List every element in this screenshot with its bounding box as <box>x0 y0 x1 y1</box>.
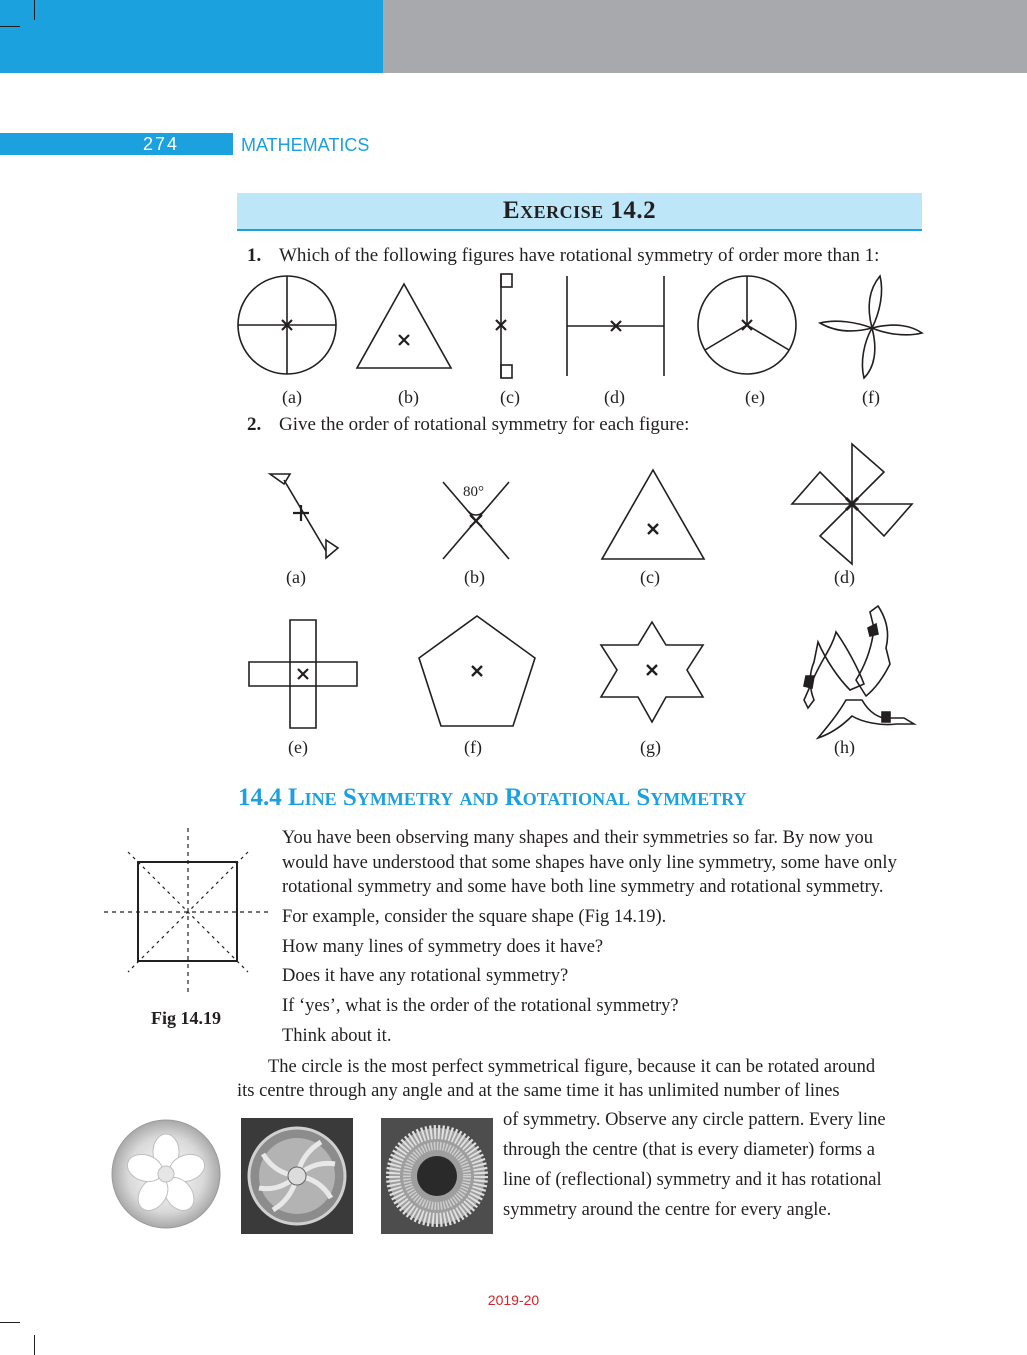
para1-line-3: rotational symmetry and some have both line symmetry and rotational symmetry. <box>282 877 884 897</box>
q1-label-e: (e) <box>745 387 765 407</box>
q2-fig-b-intersecting-lines <box>443 482 509 559</box>
q2-fig-d-pinwheel-triangles <box>792 444 912 564</box>
para2-line-4: through the centre (that is every diameter) forms a <box>503 1140 875 1160</box>
text-line-2: How many lines of symmetry does it have? <box>282 937 604 957</box>
running-head: MATHEMATICS <box>241 135 370 155</box>
q2-label-f: (f) <box>464 737 482 757</box>
q2-label-a: (a) <box>286 567 306 587</box>
para2-line-6: symmetry around the centre for every angle. <box>503 1200 832 1220</box>
page-number: 274 <box>143 134 180 154</box>
section-heading-text: 14.4 Line Symmetry and Rotational Symmetry <box>238 784 747 811</box>
section-heading <box>238 783 747 813</box>
q2-fig-g-six-pointed-star <box>601 622 703 722</box>
q2-fig-a-flagged-line <box>270 474 338 558</box>
figure-caption: Fig 14.19 <box>151 1008 221 1028</box>
q2-label-b: (b) <box>464 567 485 587</box>
question-1-number: 1. <box>247 245 262 266</box>
question-2-number: 2. <box>247 414 262 435</box>
q2-fig-h-triskelion <box>804 606 914 738</box>
q2-fig-c-triangle <box>602 470 704 559</box>
q1-fig-c-line-with-squares <box>496 274 512 378</box>
fig-14-19-square <box>104 828 270 995</box>
q1-label-d: (d) <box>604 387 625 407</box>
para2-line-2: its centre through any angle and at the same time it has unlimited number of lines <box>237 1081 840 1101</box>
q1-label-b: (b) <box>398 387 419 407</box>
para2-line-5: line of (reflectional) symmetry and it has rotational <box>503 1170 882 1190</box>
circle-pattern-flower-photo <box>110 1118 222 1230</box>
text-line-1: For example, consider the square shape (Fig 14.19). <box>282 907 667 927</box>
question-2-text: Give the order of rotational symmetry for each figure: <box>279 414 690 435</box>
wheel-cap-photo <box>241 1118 353 1234</box>
text-line-5: Think about it. <box>282 1026 392 1046</box>
q1-fig-b-triangle <box>357 284 451 368</box>
exercise-title-text: Exercise 14.2 <box>502 197 657 224</box>
q1-fig-f-pinwheel <box>820 276 922 378</box>
q2-fig-e-plus-shape <box>249 620 357 728</box>
para2-line-3: of symmetry. Observe any circle pattern. Every line <box>503 1110 886 1130</box>
para1-line-1: You have been observing many shapes and their symmetries so far. By now you <box>282 828 874 848</box>
q1-fig-e-circle-three-radii <box>698 276 796 374</box>
text-line-3: Does it have any rotational symmetry? <box>282 966 569 986</box>
q1-label-c: (c) <box>500 387 520 407</box>
q2-label-c: (c) <box>640 567 660 587</box>
q1-fig-a-circle-quartered <box>238 276 336 374</box>
q2-label-h: (h) <box>834 737 855 757</box>
para1-line-2: would have understood that some shapes have only line symmetry, some have only <box>282 853 897 873</box>
text-line-4: If ‘yes’, what is the order of the rotational symmetry? <box>282 996 679 1016</box>
circular-pattern-photo <box>381 1118 493 1234</box>
q1-label-a: (a) <box>282 387 302 407</box>
q1-fig-d-h-shape <box>567 276 664 376</box>
q2-fig-f-pentagon <box>419 616 535 726</box>
q2-label-g: (g) <box>640 737 661 757</box>
q2-label-d: (d) <box>834 567 855 587</box>
question-1-text: Which of the following figures have rotational symmetry of order more than 1: <box>279 245 880 266</box>
angle-label: 80° <box>463 484 484 500</box>
q1-label-f: (f) <box>862 387 880 407</box>
footer-year: 2019-20 <box>487 1292 540 1308</box>
para2-line-1: The circle is the most perfect symmetrical figure, because it can be rotated around <box>268 1057 876 1077</box>
q2-label-e: (e) <box>288 737 308 757</box>
